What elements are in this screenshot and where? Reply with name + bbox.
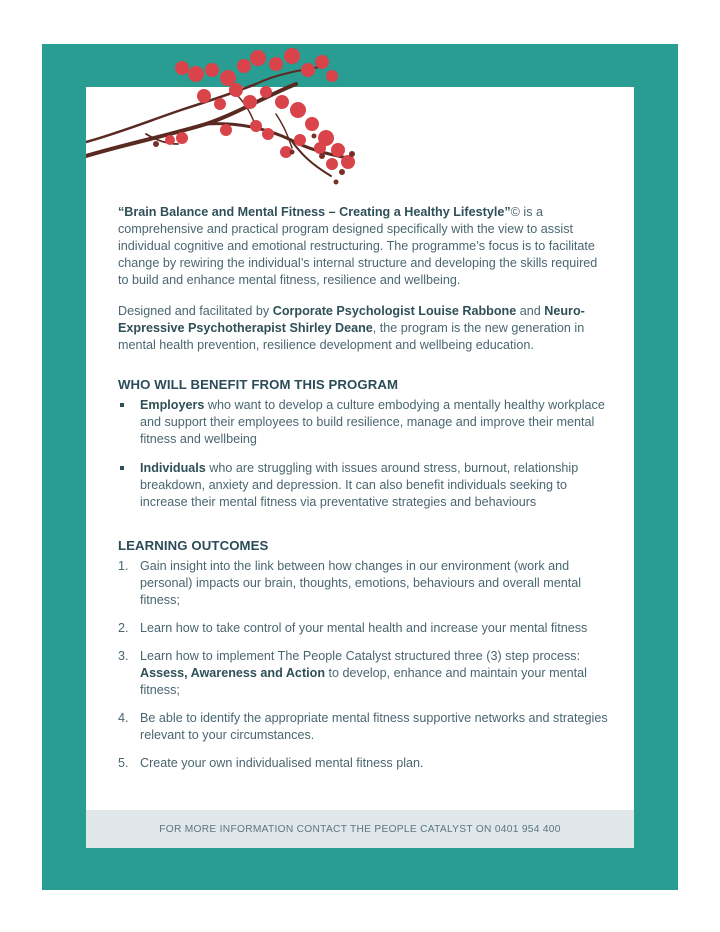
- list-item: [118, 648, 610, 699]
- outcome-text-post: to develop, enhance and maintain your mental fitness;: [140, 666, 587, 697]
- list-item: [118, 397, 610, 448]
- intro-paragraph: [118, 204, 610, 289]
- program-title: “Brain Balance and Mental Fitness – Creating a Healthy Lifestyle”: [118, 205, 511, 219]
- outcome-bold: Assess, Awareness and Action: [140, 666, 326, 680]
- bullet-square-icon: [120, 403, 124, 407]
- outcomes-heading: LEARNING OUTCOMES: [118, 538, 269, 553]
- list-item: [118, 558, 610, 609]
- document-body: [118, 204, 610, 783]
- outcome-text: Gain insight into the link between how changes in our environment (work and personal) impacts our brain, thoughts, emotions, behaviours and overall mental fitness;: [140, 559, 582, 607]
- benefit-label: Employers: [140, 398, 205, 412]
- list-item: [118, 710, 610, 744]
- list-item: [118, 755, 610, 772]
- outcome-text: Learn how to take control of your mental health and increase your mental fitness: [140, 621, 588, 635]
- person-1: Corporate Psychologist Louise Rabbone: [272, 304, 517, 318]
- item-number: 3.: [118, 649, 129, 663]
- person-2: Neuro-Expressive Psychotherapist Shirley Deane: [118, 304, 585, 335]
- designed-mid: and: [516, 304, 545, 318]
- cherry-blossom-branch-illustration: [86, 44, 376, 190]
- designed-post: , the program is the new generation in mental health prevention, resilience development and wellbeing education.: [118, 321, 585, 352]
- benefit-text: who want to develop a culture embodying a mentally healthy workplace and support their employees to build resilience, manage and improve their mental fitness and wellbeing: [140, 398, 605, 446]
- designed-paragraph: [118, 303, 610, 354]
- item-number: 2.: [118, 621, 129, 635]
- item-number: 1.: [118, 559, 129, 573]
- list-item: [118, 620, 610, 637]
- list-item: [118, 460, 610, 511]
- bullet-square-icon: [120, 466, 124, 470]
- designed-pre: Designed and facilitated by: [118, 304, 273, 318]
- item-number: 4.: [118, 711, 129, 725]
- outcome-text: Create your own individualised mental fitness plan.: [140, 756, 424, 770]
- footer-text: FOR MORE INFORMATION CONTACT THE PEOPLE CATALYST ON 0401 954 400: [159, 823, 561, 835]
- intro-text: is a comprehensive and practical program designed specifically with the view to assist individual cognitive and emotional restructuring. The programme’s focus is to facilitate change by rewiring the individual’s internal structure and developing the skills required to build and enhance mental fitness, resilience and wellbeing.: [118, 205, 598, 287]
- copyright-mark: ©: [510, 205, 520, 219]
- outcome-text: Be able to identify the appropriate mental fitness supportive networks and strategies relevant to your circumstances.: [140, 711, 608, 742]
- contact-footer: [86, 810, 634, 848]
- benefit-heading: WHO WILL BENEFIT FROM THIS PROGRAM: [118, 377, 399, 392]
- benefit-label: Individuals: [140, 461, 206, 475]
- outcomes-list: [118, 558, 610, 772]
- item-number: 5.: [118, 756, 129, 770]
- benefit-text: who are struggling with issues around stress, burnout, relationship breakdown, anxiety and depression. It can also benefit individuals seeking to increase their mental fitness via preventative strategies and behaviours: [140, 461, 579, 509]
- outcome-text: Learn how to implement The People Catalyst structured three (3) step process:: [140, 649, 581, 663]
- benefit-list: [118, 397, 610, 511]
